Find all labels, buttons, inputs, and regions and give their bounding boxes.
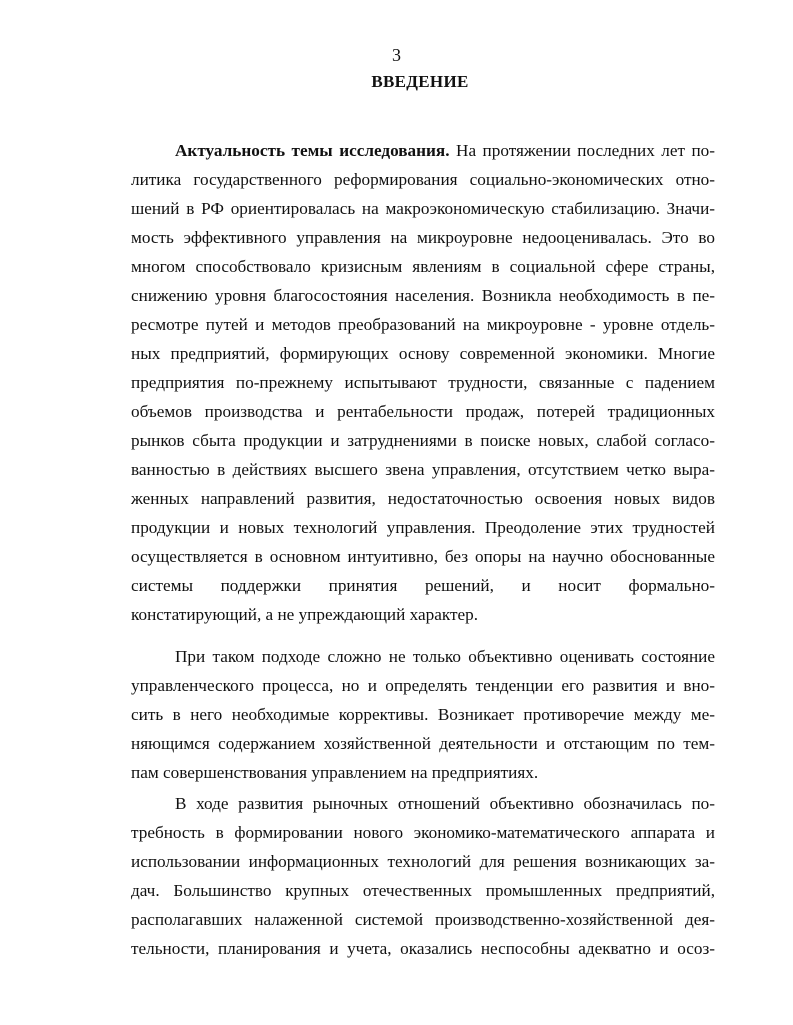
text-line: использовании информационных технологий для решения возникающих за- [131,852,715,871]
text-line: ресмотре путей и методов преобразований на микроуровне - уровне отдель- [131,315,715,334]
paragraph-lead-bold: Актуальность темы исследования. [175,141,450,160]
text-line-content: На протяжении последних лет по- [449,141,716,160]
page-title: ВВЕДЕНИЕ [371,72,469,91]
text-line: системы поддержки принятия решений, и носит формально- [131,576,715,595]
text-line: дач. Большинство крупных отечественных промышленных предприятий, [131,881,715,900]
text-line: продукции и новых технологий управления. Преодоление этих трудностей [131,518,715,537]
text-line: сить в него необходимые коррективы. Возникает противоречие между ме- [131,705,715,724]
text-line: При таком подходе сложно не только объективно оценивать состояние [175,647,715,666]
text-line: шений в РФ ориентировалась на макроэкономическую стабилизацию. Значи- [131,199,715,218]
text-line: литика государственного реформирования социально-экономических отно- [131,170,715,189]
text-line: пам совершенствования управлением на предприятиях. [131,763,539,782]
text-line: женных направлений развития, недостаточностью освоения новых видов [131,489,715,508]
text-line: снижению уровня благосостояния населения. Возникла необходимость в пе- [131,286,715,305]
text-line [131,136,715,165]
text-line: тельности, планирования и учета, оказались неспособны адекватно и осоз- [131,939,715,958]
text-line: многом способствовало кризисным явлениям в социальной сфере страны, [131,257,715,276]
text-line: располагавших налаженной системой производственно-хозяйственной дея- [131,910,715,929]
page-number: 3 [392,45,401,65]
text-line: рынков сбыта продукции и затруднениями в поиске новых, слабой согласо- [131,431,715,450]
text-line: управленческого процесса, но и определять тенденции его развития и вно- [131,676,715,695]
paragraph-2 [131,642,715,787]
text-line: ванностью в действиях высшего звена управления, отсутствием четко выра- [131,460,715,479]
text-line: объемов производства и рентабельности продаж, потерей традиционных [131,402,715,421]
paragraph-1 [131,136,715,629]
text-line: ных предприятий, формирующих основу современной экономики. Многие [131,344,715,363]
text-line: няющимся содержанием хозяйственной деятельности и отстающим по тем- [131,734,715,753]
paragraph-3 [131,789,715,963]
text-line: предприятия по-прежнему испытывают трудности, связанные с падением [131,373,715,392]
text-line: мость эффективного управления на микроуровне недооценивалась. Это во [131,228,715,247]
text-line: констатирующий, а не упреждающий характер. [131,605,478,624]
text-line: осуществляется в основном интуитивно, без опоры на научно обоснованные [131,547,715,566]
text-line: В ходе развития рыночных отношений объективно обозначилась по- [175,794,715,813]
text-line: требность в формировании нового экономико-математического аппарата и [131,823,715,842]
